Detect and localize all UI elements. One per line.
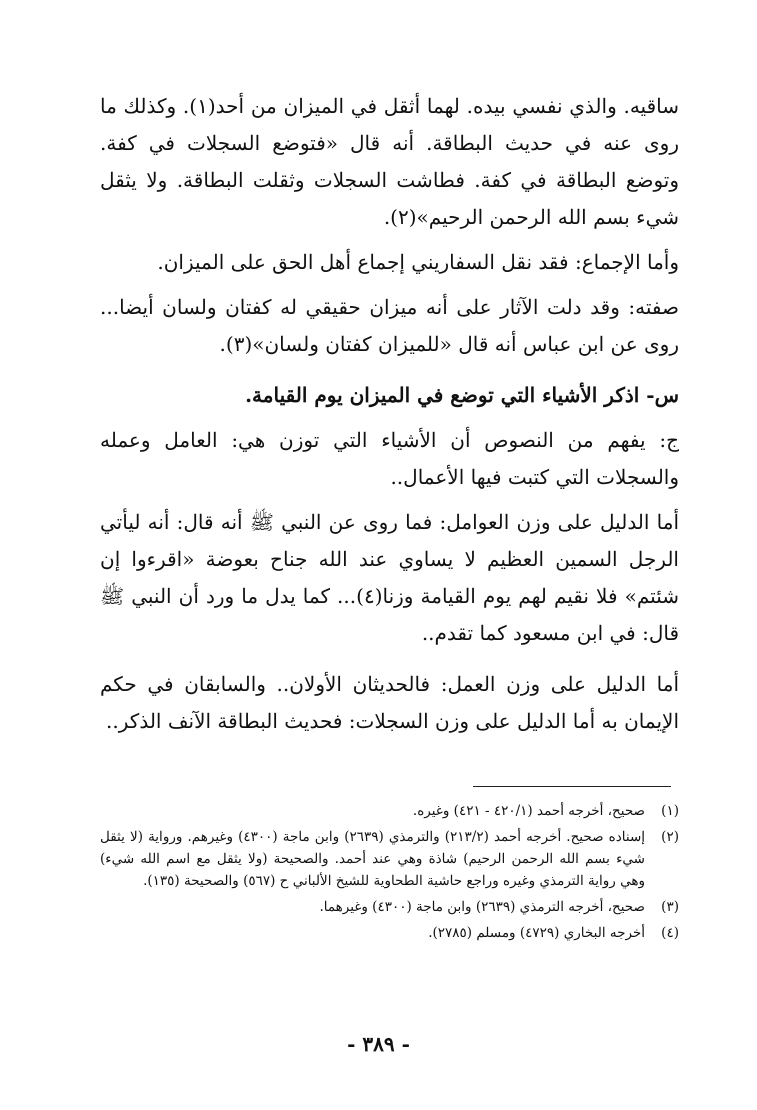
footnote-number: (٣) bbox=[661, 899, 679, 915]
footnotes bbox=[100, 800, 679, 948]
question-heading: س- اذكر الأشياء التي توضع في الميزان يوم القيامة. bbox=[245, 383, 679, 407]
page-number: - ٣٨٩ - bbox=[347, 1032, 410, 1056]
footnote-4 bbox=[100, 922, 679, 944]
footnote-number: (١) bbox=[661, 803, 679, 819]
footnote-3 bbox=[100, 896, 679, 918]
paragraph-ijma: وأما الإجماع: فقد نقل السفاريني إجماع أهل الحق على الميزان. bbox=[157, 250, 679, 274]
footnote-text: أخرجه البخاري (٤٧٢٩) ومسلم (٢٧٨٥). bbox=[428, 925, 645, 941]
footnote-2 bbox=[100, 826, 679, 892]
footnote-1 bbox=[100, 800, 679, 822]
main-text bbox=[100, 88, 679, 740]
paragraph-mizan-hadith: ساقيه. والذي نفسي بيده. لهما أثقل في الميزان من أحد(١). وكذلك ما روى عنه في حديث البطاقة. أنه قال «فتوضع السجلات في كفة. وتوضع البطاقة في كفة. فطاشت السجلات وثقلت البطاقة. ولا يثقل شيء بسم الله الرحمن الرحيم»(٢). bbox=[100, 94, 680, 229]
footnote-number: (٤) bbox=[661, 925, 679, 941]
footnote-text: صحيح، أخرجه الترمذي (٢٦٣٩) وابن ماجة (٤٣٠٠) وغيرهما. bbox=[319, 899, 645, 915]
paragraph-weighing-deeds: أما الدليل على وزن العمل: فالحديثان الأولان.. والسابقان في حكم الإيمان به أما الدليل على وزن السجلات: فحديث البطاقة الآنف الذكر.. bbox=[100, 672, 679, 733]
paragraph-weighing-persons: أما الدليل على وزن العوامل: فما روى عن النبي ﷺ أنه قال: أنه ليأتي الرجل السمين العظيم لا يساوي عند الله جناح بعوضة «اقرءوا إن شئتم» فلا نقيم لهم يوم القيامة وزنا(٤)... كما يدل ما ورد أن النبي ﷺ قال: في ابن مسعود كما تقدم.. bbox=[100, 510, 679, 645]
paragraph-description: صفته: وقد دلت الآثار على أنه ميزان حقيقي له كفتان ولسان أيضا... روى عن ابن عباس أنه قال «للميزان كفتان ولسان»(٣). bbox=[100, 295, 679, 356]
footnote-text: صحيح، أخرجه أحمد (٤٢٠/١ - ٤٢١) وغيره. bbox=[412, 803, 645, 819]
paragraph-answer: ج: يفهم من النصوص أن الأشياء التي توزن هي: العامل وعمله والسجلات التي كتبت فيها الأعمال.. bbox=[100, 428, 679, 489]
footnote-divider bbox=[473, 786, 671, 787]
footnote-text: إسناده صحيح. أخرجه أحمد (٢١٣/٢) والترمذي (٢٦٣٩) وابن ماجة (٤٣٠٠) وغيرهم. ورواية (لا يثقل شيء بسم الله الرحمن الرحيم) شاذة وهي عند أحمد. والصحيحة (ولا يثقل مع اسم الله شيء) وهي رواية الترمذي وغيره وراجع حاشية الطحاوية للشيخ الألباني ح (٥٦٧) والصحيحة (١٣٥). bbox=[100, 829, 646, 889]
footnote-number: (٢) bbox=[661, 829, 679, 845]
